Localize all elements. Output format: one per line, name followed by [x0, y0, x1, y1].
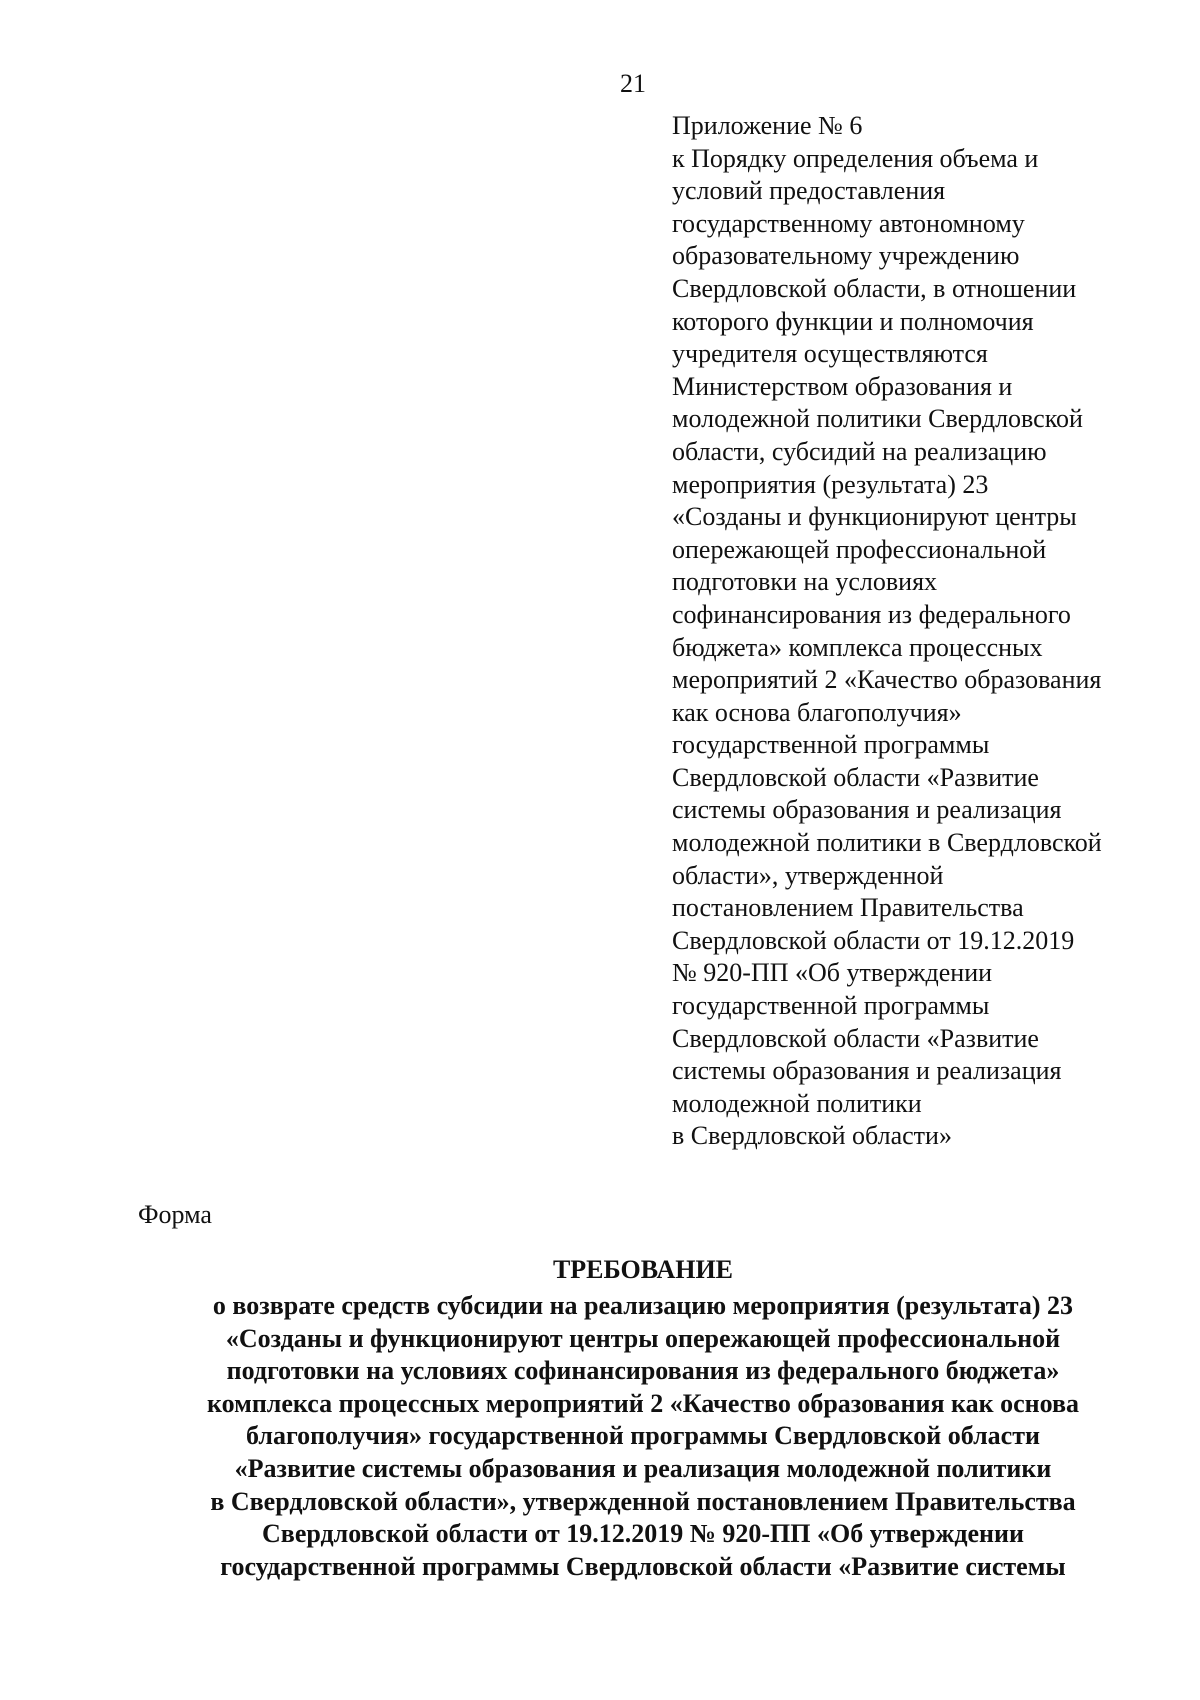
appendix-header [672, 110, 1172, 1153]
appendix-line: которого функции и полномочия [672, 306, 1034, 336]
appendix-line: государственной программы [672, 730, 990, 760]
appendix-line: бюджета» комплекса процессных [672, 632, 1043, 662]
appendix-line: постановлением Правительства [672, 893, 1024, 923]
demand-title: ТРЕБОВАНИЕ [552, 1255, 734, 1284]
appendix-line: Свердловской области, в отношении [672, 273, 1077, 303]
appendix-line: Приложение № 6 [672, 111, 863, 140]
appendix-line: системы образования и реализация [672, 1056, 1062, 1086]
appendix-line: образовательному учреждению [672, 241, 1020, 271]
appendix-line: области», утвержденной [672, 860, 944, 890]
demand-line: Свердловской области от 19.12.2019 № 920-ПП «Об утверждении [262, 1519, 1024, 1549]
appendix-line: молодежной политики [672, 1088, 922, 1118]
demand-line: «Созданы и функционируют центры опережающей профессиональной [225, 1323, 1061, 1353]
form-label: Форма [138, 1200, 212, 1229]
demand-line: о возврате средств субсидии на реализацию мероприятия (результата) 23 [212, 1291, 1074, 1320]
demand-line: подготовки на условиях софинансирования из федерального бюджета» [226, 1356, 1060, 1386]
appendix-line: Министерством образования и [672, 371, 1013, 401]
demand-line: в Свердловской области», утвержденной постановлением Правительства [210, 1486, 1076, 1516]
appendix-line: Свердловской области от 19.12.2019 [672, 925, 1075, 955]
appendix-line: молодежной политики Свердловской [672, 404, 1083, 434]
appendix-line: «Созданы и функционируют центры [672, 502, 1077, 532]
demand-line: государственной программы Свердловской области «Развитие системы [220, 1551, 1066, 1581]
appendix-line: учредителя осуществляются [672, 339, 988, 369]
appendix-line: мероприятий 2 «Качество образования [672, 665, 1102, 695]
appendix-line: молодежной политики в Свердловской [672, 828, 1102, 858]
appendix-line: № 920-ПП «Об утверждении [672, 958, 993, 988]
page-number: 21 [620, 69, 646, 98]
appendix-line: государственной программы [672, 991, 990, 1021]
appendix-line: софинансирования из федерального [672, 599, 1071, 629]
appendix-line: опережающей профессиональной [672, 534, 1047, 564]
appendix-line: в Свердловской области» [672, 1121, 952, 1151]
appendix-line: области, субсидий на реализацию [672, 436, 1047, 466]
appendix-line: Свердловской области «Развитие [672, 1023, 1039, 1053]
appendix-line: мероприятия (результата) 23 [672, 469, 989, 499]
demand-line: комплекса процессных мероприятий 2 «Качество образования как основа [206, 1388, 1080, 1418]
appendix-line: как основа благополучия» [672, 697, 962, 727]
demand-line: «Развитие системы образования и реализация молодежной политики [234, 1453, 1052, 1483]
appendix-line: условий предоставления [672, 176, 946, 206]
appendix-line: к Порядку определения объема и [672, 143, 1039, 173]
appendix-line: государственному автономному [672, 208, 1025, 238]
appendix-line: Свердловской области «Развитие [672, 762, 1039, 792]
demand-body [0, 1290, 1200, 1583]
appendix-line: подготовки на условиях [672, 567, 938, 597]
demand-line: благополучия» государственной программы Свердловской области [246, 1421, 1040, 1451]
appendix-line: системы образования и реализация [672, 795, 1062, 825]
